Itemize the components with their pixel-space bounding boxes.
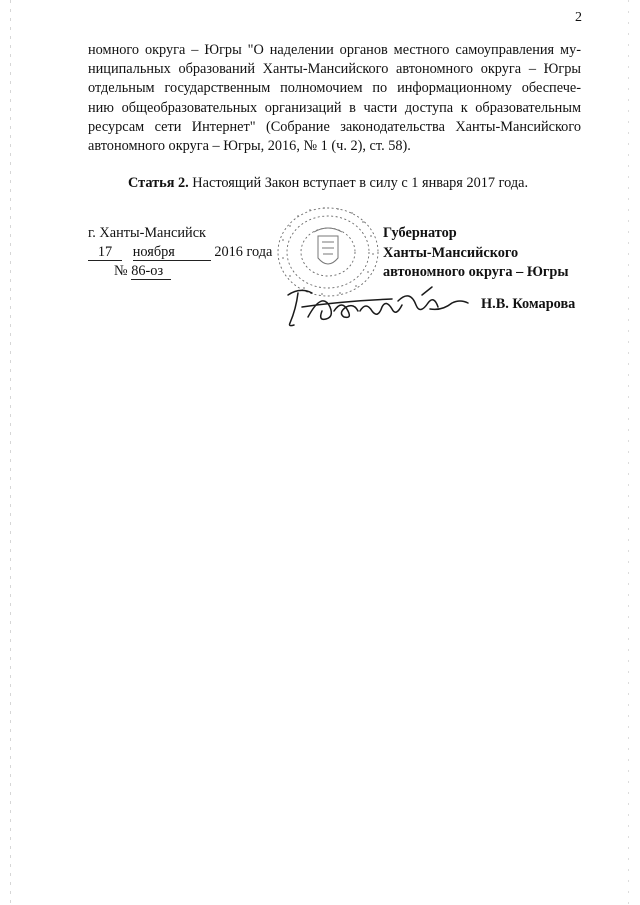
article-label: Статья 2. (128, 175, 189, 191)
governor-title-line: Ханты-Мансийского (383, 244, 519, 261)
law-number-line (88, 262, 272, 281)
handwritten-signature-icon (282, 281, 472, 331)
governor-title-block (383, 224, 569, 283)
body-line: отдельным государственным полномочием по информационному обеспече- (88, 80, 581, 97)
number-prefix: № (114, 263, 128, 279)
body-paragraph (88, 41, 581, 156)
article-text: Настоящий Закон вступает в силу с 1 января 2017 года. (188, 175, 529, 191)
body-line: автономного округа – Югры, 2016, № 1 (ч. 2), ст. 58). (88, 138, 411, 155)
governor-title-line: автономного округа – Югры (383, 264, 569, 280)
date-year: 2016 года (214, 244, 273, 260)
body-line: ресурсам сети Интернет" (Собрание законодательства Ханты-Мансийского (88, 118, 581, 135)
article-2 (128, 175, 528, 192)
city: г. Ханты-Мансийск (88, 225, 206, 241)
date-month: ноября (133, 245, 211, 261)
law-number: 86-оз (131, 264, 171, 280)
body-line: номного округа – Югры "О наделении органов местного самоуправления му- (88, 42, 581, 58)
date-day: 17 (88, 245, 122, 261)
date-line (88, 243, 272, 262)
scan-edge-artifact (628, 0, 629, 905)
page-number: 2 (575, 10, 582, 25)
body-line: ниципальных образований Ханты-Мансийского автономного округа – Югры (88, 61, 581, 78)
governor-title-line: Губернатор (383, 225, 457, 241)
governor-name: Н.В. Комарова (481, 296, 576, 312)
place-date-block (88, 224, 272, 281)
body-line: нию общеобразовательных организаций в части доступа к образовательным (88, 99, 581, 116)
scan-edge-artifact (10, 0, 11, 905)
